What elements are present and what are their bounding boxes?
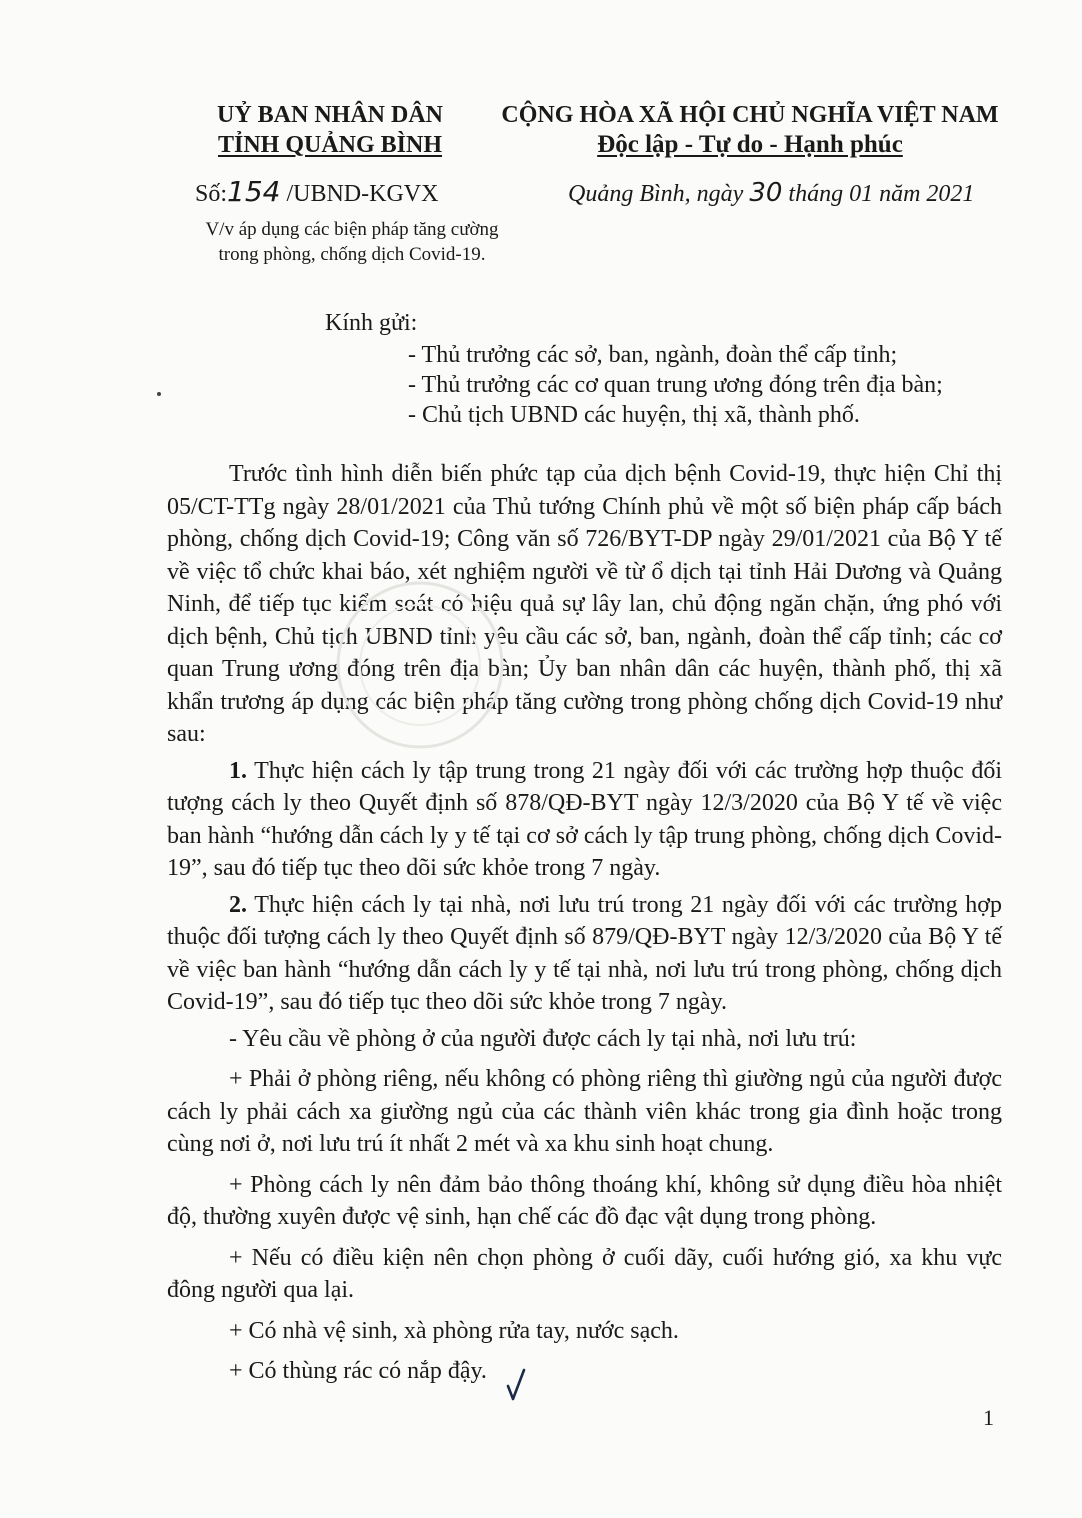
intro-paragraph: Trước tình hình diễn biến phức tạp của dịch bệnh Covid-19, thực hiện Chỉ thị 05/CT-TTg ngày 28/01/2021 của Thủ tướng Chính phủ về một số biện pháp cấp bách phòng, chống dịch Covid-19; Công văn số 726/BYT-DP ngày 29/01/2021 của Bộ Y tế về việc tổ chức khai báo, xét nghiệm người về từ ổ dịch tại tỉnh Hải Dương và Quảng Ninh, để tiếp tục kiểm soát có hiệu quả sự lây lan, chủ động ngăn chặn, ứng phó với dịch bệnh, Chủ tịch UBND tỉnh yêu cầu các sở, ban, ngành, đoàn thể cấp tỉnh; các cơ quan Trung ương đóng trên địa bàn; Ủy ban nhân dân các huyện, thành phố, thị xã khẩn trương áp dụng các biện pháp tăng cường trong phòng chống dịch Covid-19 như sau:: [167, 461, 1002, 747]
issue-date: [568, 178, 974, 208]
room-requirement-heading: - Yêu cầu về phòng ở của người được cách ly tại nhà, nơi lưu trú:: [229, 1025, 857, 1052]
doc-number-handwritten: 154: [227, 175, 281, 208]
page-number: 1: [983, 1405, 994, 1430]
authority-line2: TỈNH QUẢNG BÌNH: [217, 132, 443, 158]
item-2-paragraph: [167, 889, 1002, 1019]
date-prefix: Quảng Bình, ngày: [568, 181, 744, 207]
item-2-number: 2.: [229, 891, 247, 918]
document-subject: [172, 217, 532, 267]
issuing-authority: [150, 100, 510, 160]
national-title: [490, 100, 1010, 160]
document-number: [195, 175, 438, 208]
requirement-bullet: + Nếu có điều kiện nên chọn phòng ở cuối dãy, cuối hướng gió, xa khu vực đông người qua lại.: [167, 1244, 1002, 1303]
requirement-bullet: + Có nhà vệ sinh, xà phòng rửa tay, nước sạch.: [229, 1317, 679, 1344]
recipients-label: Kính gửi:: [325, 310, 418, 336]
date-suffix: tháng 01 năm 2021: [788, 181, 975, 207]
scan-speck: [157, 392, 161, 396]
item-1-paragraph: [167, 755, 1002, 885]
nation-name: CỘNG HÒA XÃ HỘI CHỦ NGHĨA VIỆT NAM: [501, 102, 999, 128]
subject-line2: trong phòng, chống dịch Covid-19.: [218, 244, 486, 265]
recipient-list: [408, 340, 943, 430]
recipient-item: - Chủ tịch UBND các huyện, thị xã, thành phố.: [408, 402, 860, 428]
requirement-bullet: + Phòng cách ly nên đảm bảo thông thoáng khí, không sử dụng điều hòa nhiệt độ, thường xuyên được vệ sinh, hạn chế các đồ đạc vật dụng trong phòng.: [167, 1171, 1002, 1230]
requirement-bullet: + Có thùng rác có nắp đậy.: [229, 1358, 487, 1384]
item-2-text: Thực hiện cách ly tại nhà, nơi lưu trú trong 21 ngày đối với các trường hợp thuộc đối tượng cách ly theo Quyết định số 879/QĐ-BYT ngày 12/3/2020 của Bộ Y tế về việc ban hành “hướng dẫn cách ly y tế tại nhà, nơi lưu trú trong phòng, chống dịch Covid-19”, sau đó tiếp tục theo dõi sức khỏe trong 7 ngày.: [167, 891, 1002, 1015]
subject-line1: V/v áp dụng các biện pháp tăng cường: [205, 219, 499, 240]
requirement-bullet: + Phải ở phòng riêng, nếu không có phòng riêng thì giường ngủ của người được cách ly phải cách xa giường ngủ của các thành viên khác trong gia đình hoặc trong cùng nơi ở, nơi lưu trú ít nhất 2 mét và xa khu sinh hoạt chung.: [167, 1066, 1002, 1157]
document-body: [167, 458, 1002, 1388]
recipient-item: - Thủ trưởng các cơ quan trung ương đóng trên địa bàn;: [408, 372, 943, 398]
date-day-handwritten: 30: [749, 178, 783, 208]
checkmark-icon: [505, 1368, 527, 1402]
item-1-text: Thực hiện cách ly tập trung trong 21 ngày đối với các trường hợp thuộc đối tượng cách ly theo Quyết định số 878/QĐ-BYT ngày 12/3/2020 của Bộ Y tế về việc ban hành “hướng dẫn cách ly y tế tại cơ sở cách ly tập trung phòng, chống dịch Covid-19”, sau đó tiếp tục theo dõi sức khỏe trong 7 ngày.: [167, 757, 1002, 881]
doc-number-suffix: /UBND-KGVX: [286, 181, 439, 207]
national-motto: Độc lập - Tự do - Hạnh phúc: [597, 131, 903, 158]
item-1-number: 1.: [229, 757, 247, 784]
doc-number-prefix: Số:: [195, 181, 228, 207]
recipient-item: - Thủ trưởng các sở, ban, ngành, đoàn thể cấp tỉnh;: [408, 342, 898, 368]
faint-seal-stamp: [330, 575, 510, 755]
authority-line1: UỶ BAN NHÂN DÂN: [217, 102, 443, 128]
